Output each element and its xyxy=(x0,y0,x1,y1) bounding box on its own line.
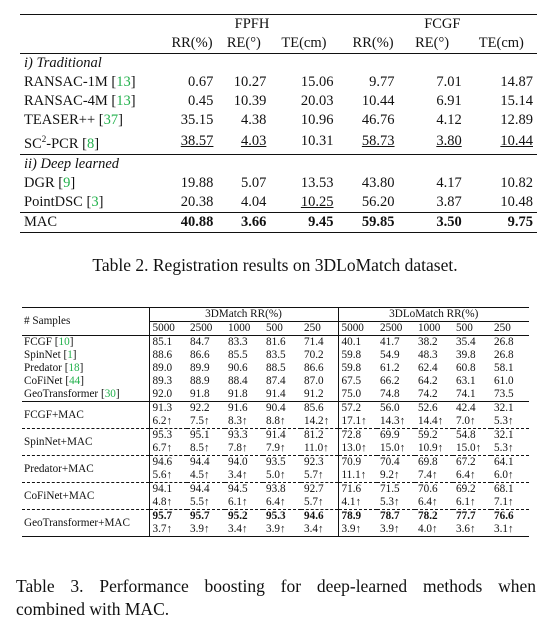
table-row: FCGF [10] 85.1 84.7 83.3 81.6 71.4 40.1 41.7 38.2 35.4 26.8 xyxy=(22,336,529,350)
column-header: RE(°) xyxy=(226,35,261,51)
section-header-row xyxy=(20,154,537,174)
table-3-group-header-row xyxy=(22,308,529,322)
column-header: RR(%) xyxy=(352,35,394,51)
method-name: CoFiNet+MAC xyxy=(22,483,149,510)
citation-link[interactable]: 44 xyxy=(69,375,81,387)
group-header-fcgf: FCGF xyxy=(348,15,537,35)
method-name: CoFiNet [44] xyxy=(24,375,84,387)
citation-link[interactable]: 18 xyxy=(68,362,80,374)
method-name: FCGF [10] xyxy=(22,336,149,350)
table-row-mac: GeoTransformer+MAC 95.7 95.7 95.2 95.3 94.6 78.9 78.7 78.2 77.7 76.6 xyxy=(22,510,529,524)
group-header-3dlomatch: 3DLoMatch RR(%) xyxy=(338,308,529,322)
table-row-mac: Predator+MAC 94.6 94.4 94.0 93.5 92.3 70.9 70.4 69.8 67.2 64.1 xyxy=(22,456,529,470)
table-row-mac: CoFiNet+MAC 94.1 94.4 94.5 93.8 92.7 71.6 71.5 70.6 69.2 68.1 xyxy=(22,483,529,497)
method-name: PointDSC [3] xyxy=(24,193,104,210)
table-2 xyxy=(20,14,537,233)
citation-link[interactable]: 30 xyxy=(104,388,116,400)
table-row-gain: 3.7↑ 3.9↑ 3.4↑ 3.9↑ 3.4↑ 3.9↑ 3.9↑ 4.0↑ 3.6↑ 3.1↑ xyxy=(22,523,529,537)
citation-link[interactable]: 8 xyxy=(86,135,95,152)
citation-link[interactable]: 10 xyxy=(58,336,70,348)
table-2-group-header-row xyxy=(20,15,537,35)
citation-link[interactable]: 9 xyxy=(63,174,71,191)
samples-label: # Samples xyxy=(22,308,149,336)
table-row-gain: 5.6↑ 4.5↑ 3.4↑ 5.0↑ 5.7↑ 11.1↑ 9.2↑ 7.4↑ 6.4↑ 6.0↑ xyxy=(22,469,529,483)
table-row-gain: 4.8↑ 5.5↑ 6.1↑ 6.4↑ 5.7↑ 4.1↑ 5.3↑ 6.4↑ 6.1↑ 7.1↑ xyxy=(22,496,529,510)
table-3-sample-count-row: 5000 2500 1000 500 250 5000 2500 1000 500 250 xyxy=(22,322,529,336)
method-name: $SC^2$-PCR [8] xyxy=(24,134,100,152)
method-name: FCGF+MAC xyxy=(22,402,149,429)
citation-link[interactable]: 1 xyxy=(67,349,73,361)
method-name: GeoTransformer [30] xyxy=(24,388,120,400)
table-row: $SC^2$-PCR [8] 38.57 4.03 10.31 58.73 3.80 10.44 xyxy=(20,130,537,154)
table-row-mac: MAC 40.88 3.66 9.45 59.85 3.50 9.75 xyxy=(20,212,537,232)
section-traditional: i) Traditional xyxy=(20,54,537,74)
method-name: SpinNet [1] xyxy=(24,349,77,361)
citation-link[interactable]: 37 xyxy=(103,112,119,128)
section-header-row xyxy=(20,54,537,74)
citation-link[interactable]: 3 xyxy=(91,193,99,210)
table-row-gain: 6.7↑ 8.5↑ 7.8↑ 7.9↑ 11.0↑ 13.0↑ 15.0↑ 10.9↑ 15.0↑ 5.3↑ xyxy=(22,442,529,456)
method-name: TEASER++ [37] xyxy=(24,112,123,128)
column-header: RE(°) xyxy=(415,35,450,51)
citation-link[interactable]: 13 xyxy=(116,74,131,90)
section-deep-learned: ii) Deep learned xyxy=(20,154,537,174)
table-row: PointDSC [3] 20.38 4.04 10.25 56.20 3.87 10.48 xyxy=(20,193,537,213)
table-2-caption: Table 2. Registration results on 3DLoMatch dataset. xyxy=(92,255,458,275)
table-3-caption xyxy=(16,575,536,621)
table-row: DGR [9] 19.88 5.07 13.53 43.80 4.17 10.82 xyxy=(20,174,537,193)
method-name: DGR [9] xyxy=(24,174,76,191)
column-header: TE(cm) xyxy=(281,35,327,51)
method-name: SpinNet+MAC xyxy=(22,429,149,456)
column-header: RR(%) xyxy=(171,35,213,51)
table-row-gain: 6.2↑ 7.5↑ 8.3↑ 8.8↑ 14.2↑ 17.1↑ 14.3↑ 14.4↑ 7.0↑ 5.3↑ xyxy=(22,415,529,429)
table-row: TEASER++ [37] 35.15 4.38 10.96 46.76 4.12 12.89 xyxy=(20,111,537,130)
table-3-caption-line-1: Table 3. Performance boosting for deep-learned methods when xyxy=(16,576,536,596)
method-name: Predator+MAC xyxy=(22,456,149,483)
table-3 xyxy=(22,307,529,537)
group-header-3dmatch: 3DMatch RR(%) xyxy=(149,308,338,322)
method-name: MAC xyxy=(20,212,167,232)
table-row: RANSAC-1M [13] 0.67 10.27 15.06 9.77 7.01 14.87 xyxy=(20,73,537,92)
column-header: TE(cm) xyxy=(478,35,524,51)
citation-link[interactable]: 13 xyxy=(116,93,131,109)
method-name: RANSAC-4M [13] xyxy=(24,93,136,109)
table-row: Predator [18] 89.0 89.9 90.6 88.5 86.6 59.8 61.2 62.4 60.8 58.1 xyxy=(24,362,514,374)
table-row: CoFiNet [44] 89.3 88.9 88.4 87.4 87.0 67.5 66.2 64.2 63.1 61.0 xyxy=(24,375,514,387)
table-row-mac: FCGF+MAC 91.3 92.2 91.6 90.4 85.6 57.2 56.0 52.6 42.4 32.1 xyxy=(22,402,529,416)
table-row: RANSAC-4M [13] 0.45 10.39 20.03 10.44 6.91 15.14 xyxy=(20,92,537,111)
table-3-caption-line-2: combined with MAC. xyxy=(16,599,170,619)
method-name: Predator [18] xyxy=(24,362,84,374)
method-name: GeoTransformer+MAC xyxy=(22,510,149,537)
group-header-fpfh: FPFH xyxy=(167,15,338,35)
table-row-mac: SpinNet+MAC 95.3 95.1 93.3 91.4 81.2 72.8 69.9 59.2 54.8 32.1 xyxy=(22,429,529,443)
method-name: RANSAC-1M [13] xyxy=(24,74,136,90)
table-2-column-header-row xyxy=(20,34,537,54)
table-row: GeoTransformer [30] 92.0 91.8 91.8 91.4 91.2 75.0 74.8 74.2 74.1 73.5 xyxy=(24,388,514,400)
table-row: SpinNet [1] 88.6 86.6 85.5 83.5 70.2 59.8 54.9 48.3 39.8 26.8 xyxy=(24,349,514,361)
